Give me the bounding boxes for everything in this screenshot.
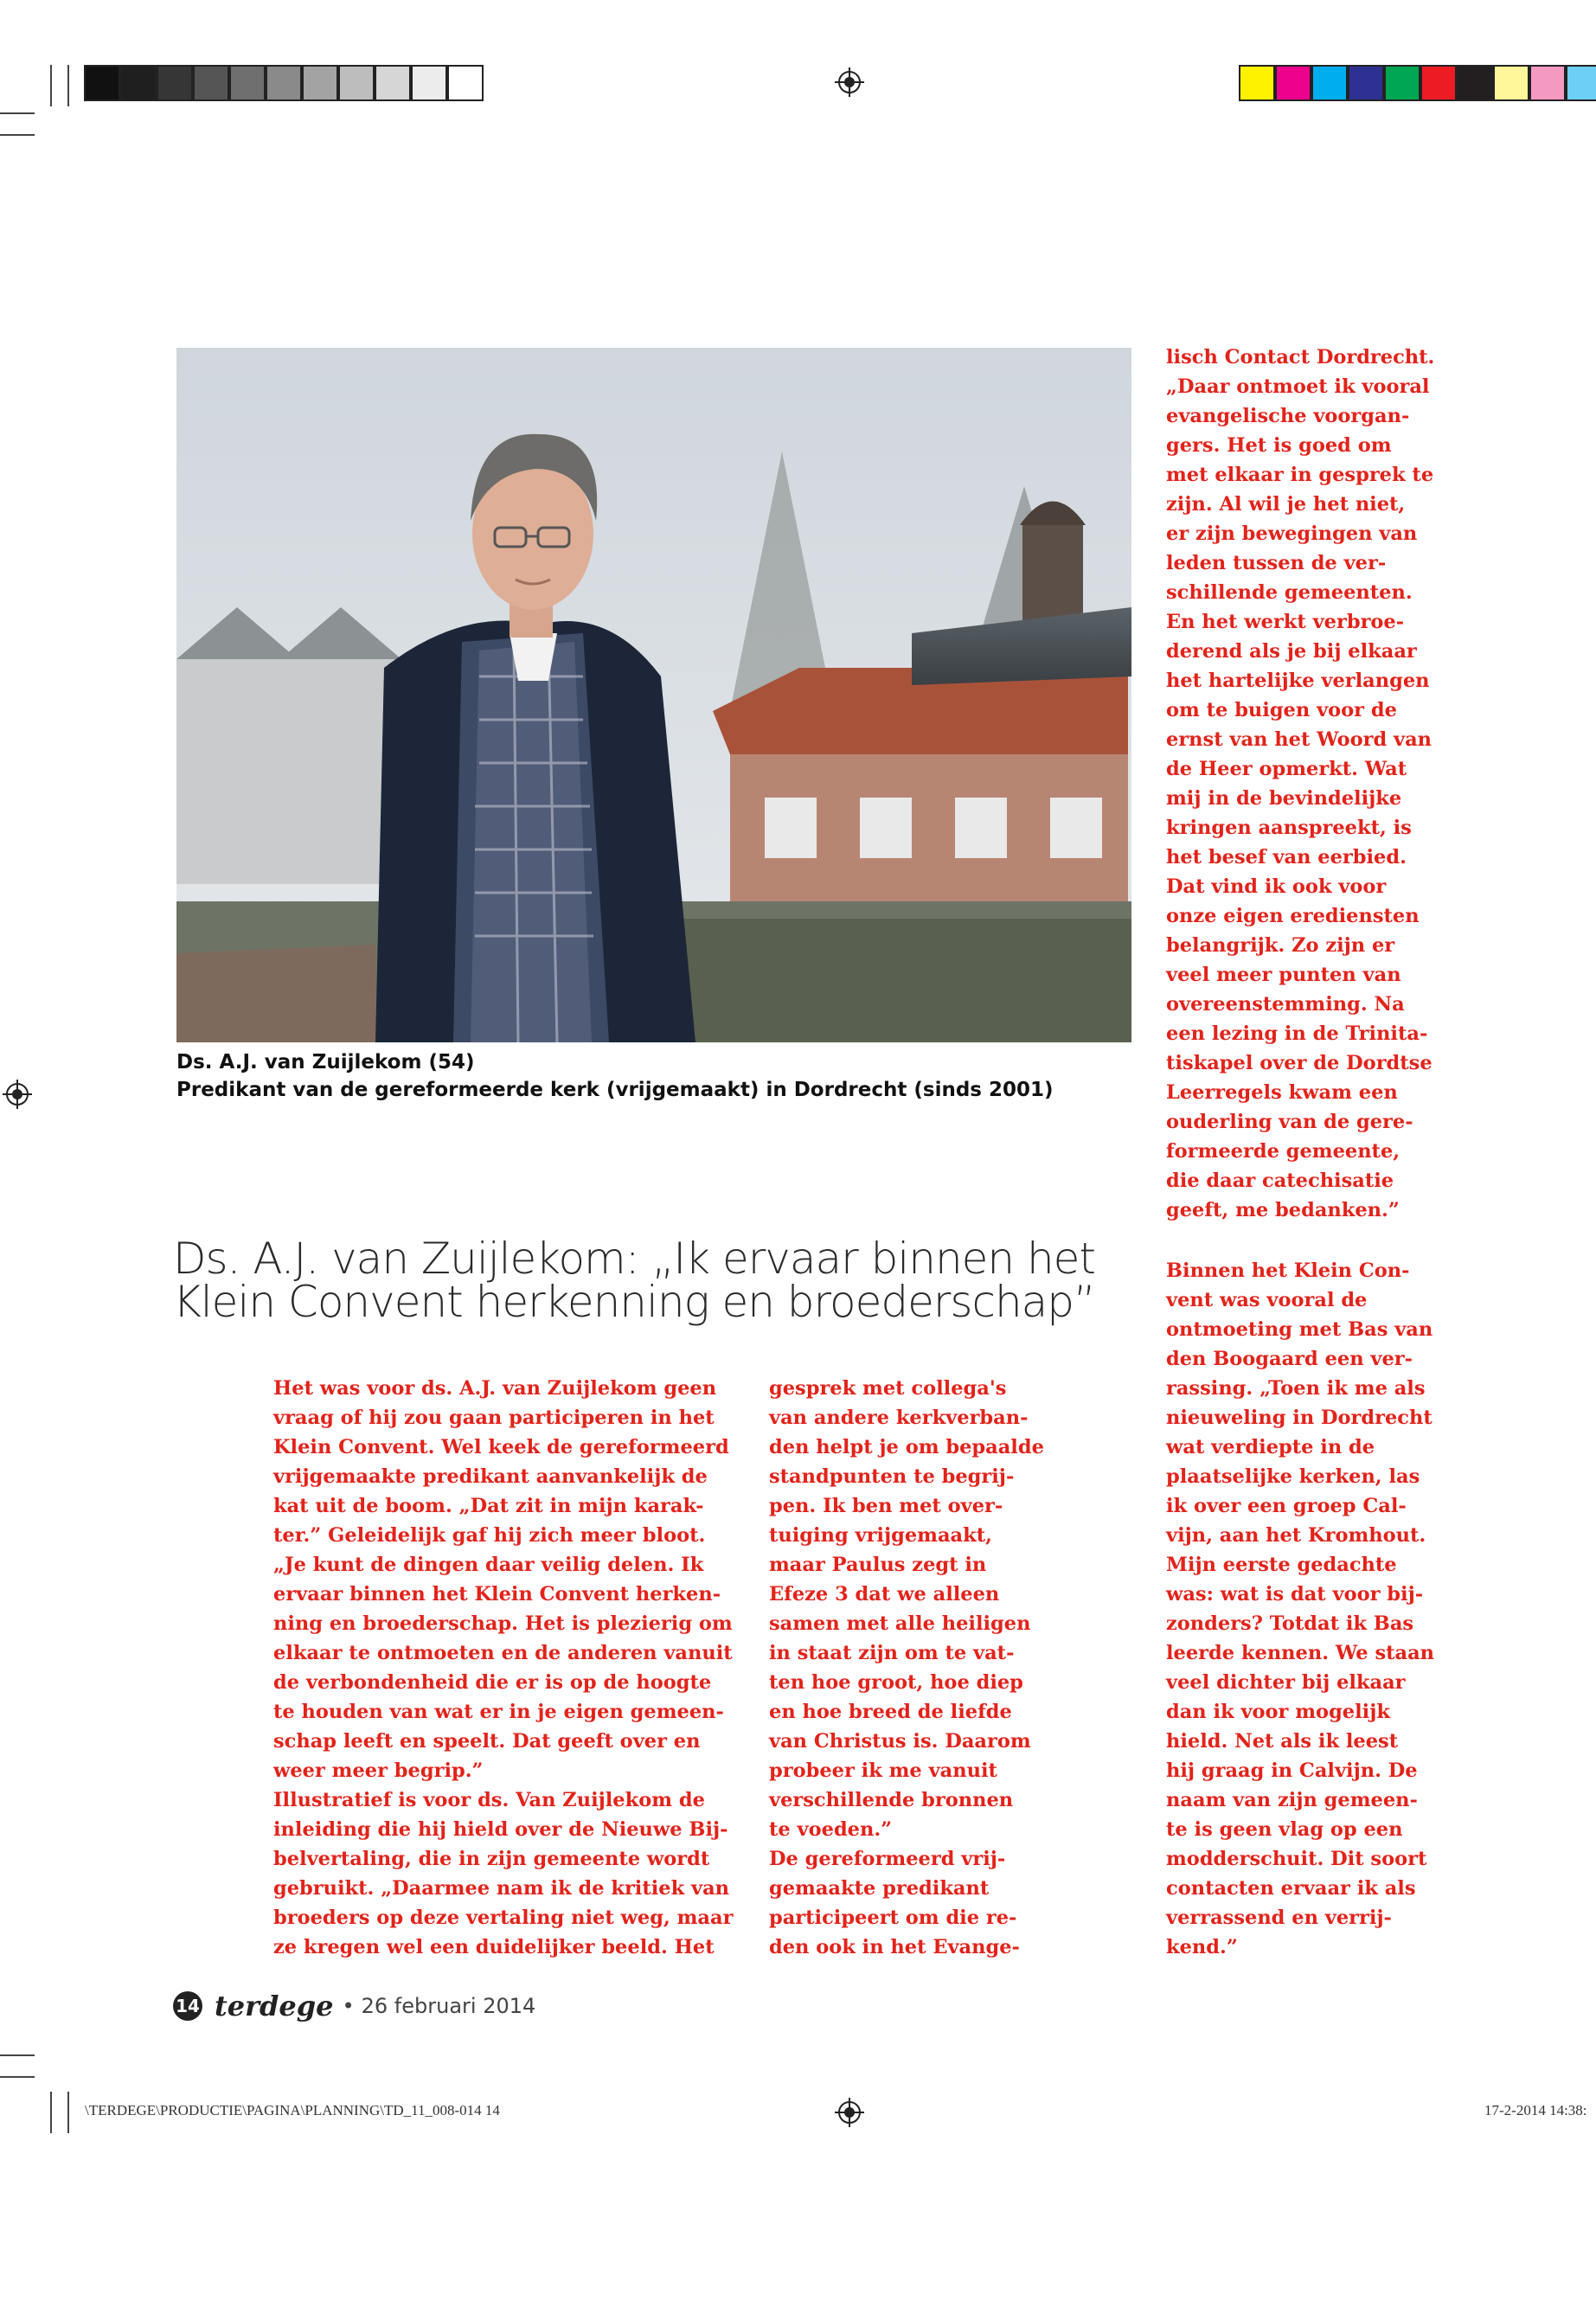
- crop-mark: [0, 134, 35, 136]
- gray-swatch: [338, 65, 375, 101]
- body-column-3-top: lisch Contact Dordrecht. „Daar ontmoet ik vooral evangelische voorgan- gers. Het is goed om met elkaar in gesprek te zijn. Al wil je het niet, er zijn bewegingen van leden tussen de ver- schillende gemeenten. En het werkt verbroe- derend als je bij elkaar het hartelijke verlangen om te buigen voor de ernst van het Woord van de Heer opmerkt. Wat mij in de bevindelijke kringen aanspreekt, is het besef van eerbied. Dat vind ik ook voor onze eigen erediensten belangrijk. Zo zijn er veel meer punten van overeenstemming. Na een lezing in de Trinita- tiskapel over de Dordtse Leerregels kwam een ouderling van de gere- formeerde gemeente, die daar catechisatie geeft, me bedanken.”: [1166, 346, 1435, 1221]
- article-headline: [173, 1234, 1142, 1327]
- gray-swatch: [120, 65, 157, 101]
- crop-mark: [50, 65, 52, 106]
- caption-name: Ds. A.J. van Zuijlekom (54): [176, 1051, 475, 1074]
- body-column-3-bottom: Binnen het Klein Con- vent was vooral de ontmoeting met Bas van den Boogaard een ver- rassing. „Toen ik me als nieuweling in Dordrecht wat verdiepte in de plaatselijke kerken, las ik over een groep Cal- vijn, aan het Kromhout. Mijn eerste gedachte was: wat is dat voor bij- zonders? Totdat ik Bas leerde kennen. We staan veel dichter bij elkaar dan ik voor mogelijk hield. Net als ik leest hij graag in Calvijn. De naam van zijn gemeen- te is geen vlag op een modderschuit. Dit soort contacten ervaar ik als verrassend en verrij- kend.”: [1166, 1259, 1435, 1958]
- crop-mark: [0, 2054, 35, 2056]
- body-column-1: Het was voor ds. A.J. van Zuijlekom geen vraag of hij zou gaan participeren in het Klein Convent. Wel keek de gereformeerd vrijgemaakte predikant aanvankelijk de kat uit de boom. „Dat zit in mijn karak- ter.” Geleidelijk gaf hij zich meer bloot. „Je kunt de dingen daar veilig delen. Ik ervaar binnen het Klein Convent herken- ning en broederschap. Het is plezierig om elkaar te ontmoeten en de anderen vanuit de verbondenheid die er is op de hoogte te houden van wat er in je eigen gemeen- schap leeft en speelt. Dat geeft over en weer meer begrip.” Illustratief is voor ds. Van Zuijlekom de inleiding die hij hield over de Nieuwe Bij- belvertaling, die in zijn gemeente wordt gebruikt. „Daarmee nam ik de kritiek van broeders op deze vertaling niet weg, maar ze kregen wel een duidelijker beeld. Het: [273, 1377, 734, 1958]
- color-calibration-bar: [1239, 65, 1596, 101]
- color-swatch: [1457, 65, 1493, 101]
- print-slug-timestamp: 17-2-2014 14:38:: [1484, 2102, 1587, 2118]
- color-swatch: [1384, 65, 1420, 101]
- print-slug-path: \TERDEGE\PRODUCTIE\PAGINA\PLANNING\TD_11_008-014 14: [85, 2102, 500, 2118]
- color-swatch: [1311, 65, 1348, 101]
- gray-swatch: [157, 65, 193, 101]
- headline-line: Ds. A.J. van Zuijlekom: „Ik ervaar binnen het: [173, 1234, 1096, 1284]
- crop-mark: [67, 65, 69, 106]
- color-swatch: [1566, 65, 1596, 101]
- caption-description: Predikant van de gereformeerde kerk (vrijgemaakt) in Dordrecht (sinds 2001): [176, 1079, 1054, 1101]
- registration-mark-icon: [835, 67, 864, 97]
- gray-swatch: [375, 65, 411, 101]
- color-swatch: [1420, 65, 1457, 101]
- body-column-2: gesprek met collega's van andere kerkverban- den helpt je om bepaalde standpunten te begrij- pen. Ik ben met over- tuiging vrijgemaakt, maar Paulus zegt in Efeze 3 dat we alleen samen met alle heiligen in staat zijn om te vat- ten hoe groot, hoe diep en hoe breed de liefde van Christus is. Daarom probeer ik me vanuit verschillende bronnen te voeden.” De gereformeerd vrij- gemaakte predikant participeert om die re- den ook in het Evange-: [769, 1377, 1044, 1958]
- color-swatch: [1529, 65, 1566, 101]
- headline-line: Klein Convent herkenning en broederschap”: [173, 1277, 1095, 1327]
- page-footer: [173, 1990, 535, 2022]
- color-swatch: [1239, 65, 1275, 101]
- gray-swatch: [266, 65, 302, 101]
- issue-date: 26 februari 2014: [361, 1994, 536, 2018]
- gray-swatch: [229, 65, 266, 101]
- crop-mark: [50, 2092, 52, 2133]
- crop-mark: [67, 2092, 69, 2133]
- registration-mark-icon: [835, 2098, 864, 2127]
- color-swatch: [1493, 65, 1529, 101]
- gray-swatch: [302, 65, 338, 101]
- portrait-photo: [176, 348, 1131, 1042]
- crop-mark: [0, 2076, 35, 2078]
- gray-calibration-bar: [84, 65, 484, 101]
- magazine-brand: terdege: [215, 1990, 334, 2022]
- gray-swatch: [411, 65, 447, 101]
- registration-mark-icon: [3, 1080, 32, 1109]
- color-swatch: [1275, 65, 1311, 101]
- color-swatch: [1348, 65, 1384, 101]
- gray-swatch: [447, 65, 484, 101]
- page-number: 14: [173, 1991, 202, 2021]
- photo-caption: [176, 1048, 1054, 1104]
- gray-swatch: [193, 65, 229, 101]
- footer-bullet: •: [342, 1994, 355, 2018]
- crop-mark: [0, 112, 35, 114]
- gray-swatch: [84, 65, 120, 101]
